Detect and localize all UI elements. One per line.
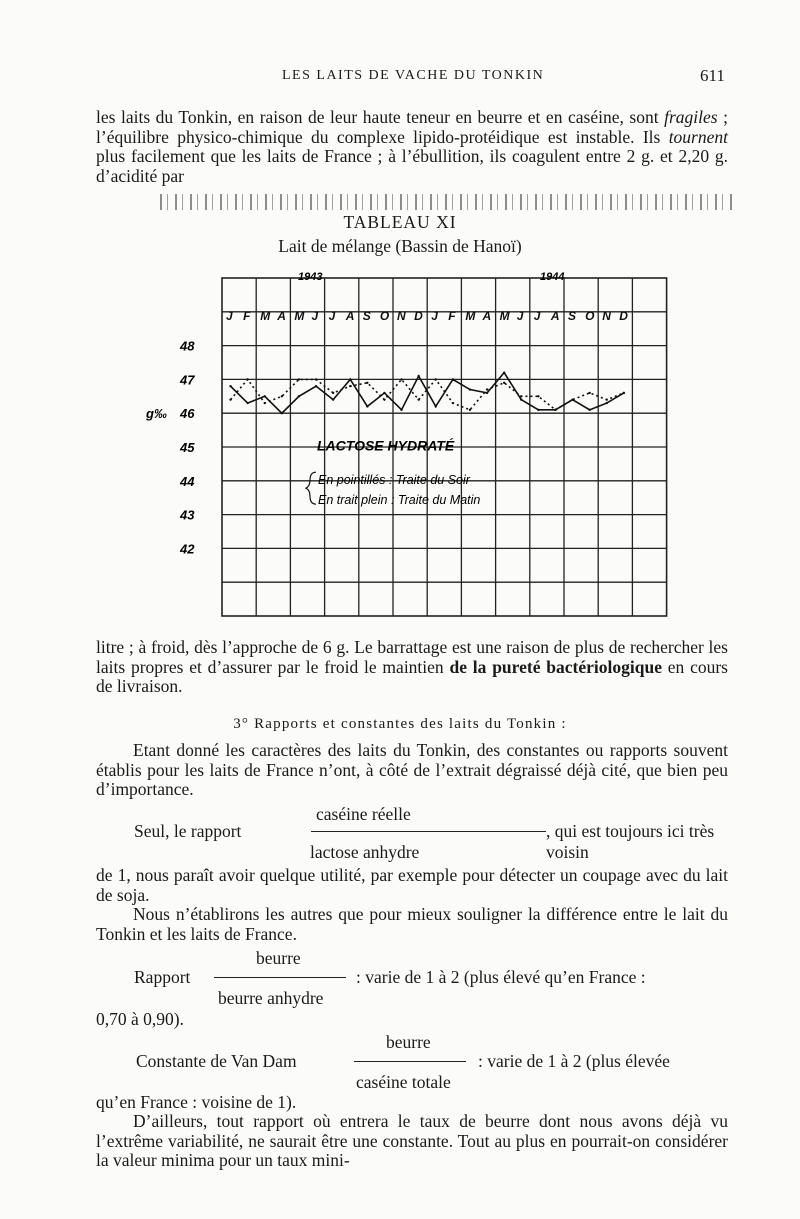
data-point: [417, 398, 419, 400]
data-point: [554, 409, 556, 411]
month-label: J: [226, 308, 233, 323]
data-point: [606, 398, 608, 400]
data-point: [315, 378, 317, 380]
data-point: [469, 409, 471, 411]
rapport1-continuation: de 1, nous paraît avoir quelque utilité, par exemple pour détecter un coupage avec du lait de soja.: [96, 865, 728, 905]
y-tick-label: 44: [180, 473, 195, 489]
rapport1-numerator: caséine réelle: [316, 804, 411, 824]
month-label: F: [448, 308, 456, 323]
rapport3-continuation: qu’en France : voisine de 1).: [96, 1092, 297, 1112]
month-label: J: [311, 308, 319, 323]
month-label: A: [550, 308, 560, 323]
rapport1-fraction-bar: [311, 831, 546, 832]
month-label: M: [465, 308, 476, 323]
data-point: [315, 385, 317, 387]
data-point: [281, 412, 283, 414]
data-point: [452, 402, 454, 404]
data-point: [264, 395, 266, 397]
y-tick-label: 45: [180, 440, 195, 455]
para2-text-a: litre ; à froid, dès l’approche de 6 g. Le barrattage est une raison de plus de rechercher les laits propres et d’assurer par le froid le maintien: [96, 637, 728, 677]
annotation-title: LACTOSE HYDRATÉ: [317, 437, 455, 454]
data-point: [383, 398, 385, 400]
data-point: [537, 395, 539, 397]
page-number: 611: [700, 66, 725, 85]
data-point: [383, 392, 385, 394]
year-label: 1944: [540, 271, 565, 283]
month-label: J: [431, 308, 438, 323]
data-point: [298, 378, 300, 380]
rapport2-tail: : varie de 1 à 2 (plus élevé qu’en France :: [356, 967, 646, 987]
paragraph-3: Etant donné les caractères des laits du Tonkin, des constantes ou rapports souvent établis pour les laits de France n’ont, à côté de l’extrait dégraissé déjà cité, que bien peu d’importance.: [96, 740, 728, 799]
para1-fragiles: fragiles: [664, 107, 718, 127]
data-point: [229, 385, 231, 387]
month-label: A: [482, 308, 492, 323]
data-point: [246, 378, 248, 380]
para1-text-c: plus facilement que les laits de France ; à l’ébullition, ils coagulent entre 2 g. et 2,20 g. d’acidité par: [96, 146, 728, 186]
para1-text-a: les laits du Tonkin, en raison de leur haute teneur en beurre et en caséine, sont: [96, 107, 665, 127]
month-label: J: [328, 308, 336, 323]
y-unit-label: g‰: [146, 406, 167, 422]
month-label: N: [397, 308, 406, 323]
data-point: [332, 398, 334, 400]
rapport3-tail: : varie de 1 à 2 (plus élevée: [478, 1051, 670, 1071]
data-point: [469, 388, 471, 390]
rapport1-denominator: lactose anhydre: [310, 842, 420, 862]
paragraph-1: [96, 108, 728, 186]
data-point: [246, 402, 248, 404]
y-tick-label: 48: [180, 338, 195, 354]
para1-tournent: tournent: [668, 126, 728, 147]
y-tick-label: 46: [180, 406, 195, 422]
month-label: J: [533, 308, 541, 323]
month-label: D: [414, 308, 423, 323]
month-label: S: [362, 308, 371, 323]
data-point: [349, 385, 351, 387]
month-label: D: [619, 308, 628, 323]
rapport2-denominator: beurre anhydre: [218, 988, 324, 1008]
month-label: A: [345, 308, 355, 323]
month-label: M: [294, 308, 305, 323]
data-point: [571, 398, 573, 400]
data-point: [400, 409, 402, 411]
table-subtitle: Lait de mélange (Bassin de Hanoï): [278, 236, 522, 256]
paragraph-2: [96, 638, 728, 697]
data-point: [503, 382, 505, 384]
data-point: [229, 398, 231, 400]
data-point: [588, 409, 590, 411]
scan-artifact: [160, 194, 732, 210]
year-label: 1943: [298, 271, 323, 283]
data-point: [400, 378, 402, 380]
month-label: O: [585, 308, 595, 323]
paragraph-5: D’ailleurs, tout rapport où entrera le taux de beurre dont nous avons déjà vu l’extrême variabilité, ne saurait être une constante. Tout au plus en pourrait-on considérer la valeur minima pour un taux mini-: [96, 1111, 728, 1170]
month-label: O: [379, 308, 390, 323]
data-point: [349, 378, 351, 380]
data-point: [520, 398, 522, 400]
data-point: [606, 402, 608, 404]
data-point: [298, 395, 300, 397]
para1-text-b: ; l’équilibre physico-chimique du complexe lipido-protéidique est instable. Ils: [96, 107, 728, 147]
data-point: [452, 378, 454, 380]
rapport2-lead: Rapport: [134, 967, 191, 987]
rapport3-fraction-bar: [354, 1061, 466, 1062]
data-point: [537, 409, 539, 411]
month-label: J: [516, 308, 524, 323]
month-label: S: [568, 308, 577, 323]
rapport3-lead: Constante de Van Dam: [136, 1051, 297, 1071]
rapport2-continuation: 0,70 à 0,90).: [96, 1009, 184, 1029]
running-title: LES LAITS DE VACHE DU TONKIN: [282, 68, 545, 83]
running-header: [0, 66, 800, 88]
y-tick-label: 47: [180, 372, 195, 388]
month-label: A: [277, 308, 286, 323]
data-point: [486, 392, 488, 394]
data-point: [503, 371, 505, 373]
data-point: [588, 392, 590, 394]
data-point: [435, 405, 437, 407]
para2-text-c: en cours de livraison.: [96, 656, 728, 696]
data-point: [332, 392, 334, 394]
rapport3-denominator: caséine totale: [356, 1072, 451, 1092]
data-point: [281, 395, 283, 397]
para2-bold: de la pureté bactériologique: [449, 656, 662, 677]
data-point: [366, 382, 368, 384]
legend-entry: En pointillés : Traite du Soir: [318, 473, 470, 488]
month-label: F: [243, 308, 251, 323]
data-point: [486, 388, 488, 390]
paragraph-4: Nous n’établirons les autres que pour mieux souligner la différence entre le lait du Tonkin et les laits de France.: [96, 904, 728, 944]
rapport2-numerator: beurre: [256, 948, 301, 968]
data-point: [264, 402, 266, 404]
data-point: [435, 378, 437, 380]
month-label: M: [499, 308, 510, 323]
legend-entry: En trait plein : Traite du Matin: [318, 493, 481, 508]
rapport3-numerator: beurre: [386, 1032, 431, 1052]
data-point: [366, 405, 368, 407]
rapport1-tail: , qui est toujours ici très voisin: [546, 821, 715, 862]
table-title: TABLEAU XI: [343, 212, 457, 232]
data-point: [417, 375, 419, 377]
month-label: N: [602, 308, 611, 323]
month-label: M: [260, 308, 271, 323]
y-tick-label: 43: [180, 507, 195, 523]
section-heading: 3° Rapports et constantes des laits du Tonkin :: [233, 716, 567, 732]
y-tick-label: 42: [180, 541, 195, 557]
legend-brace: [306, 472, 316, 504]
rapport2-fraction-bar: [214, 977, 346, 978]
lactose-chart: [140, 266, 680, 626]
data-point: [623, 392, 625, 394]
rapport1-lead: Seul, le rapport: [134, 821, 242, 841]
